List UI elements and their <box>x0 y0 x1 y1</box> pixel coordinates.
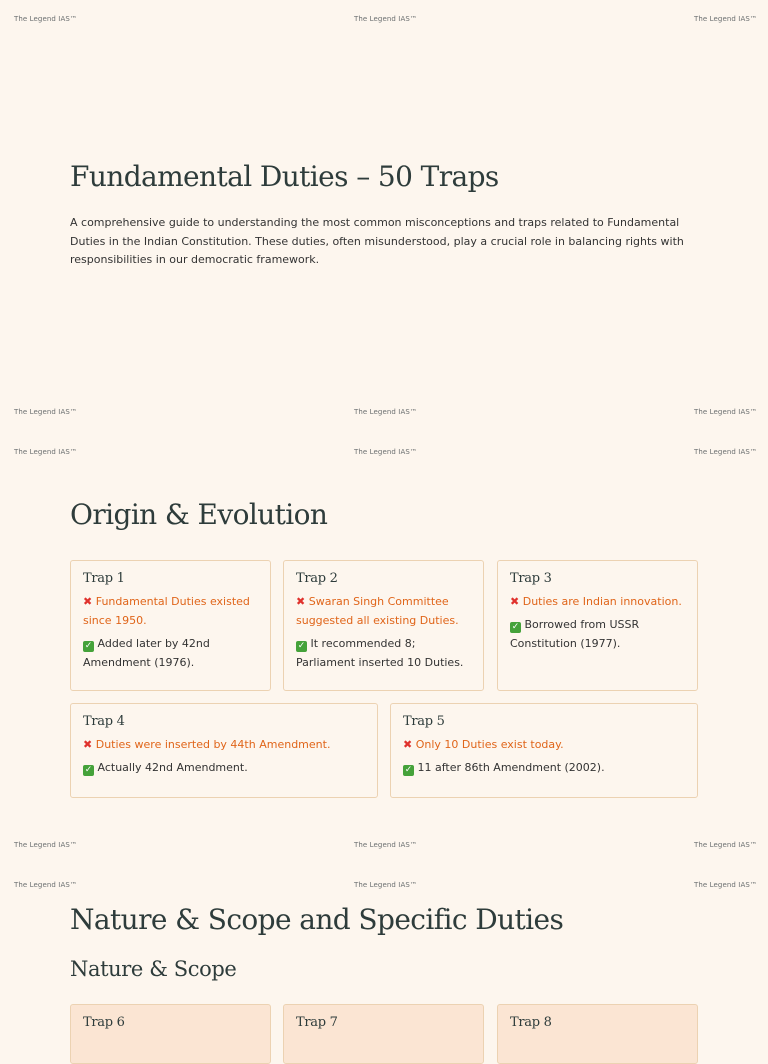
trap-wrong-statement: ✖ Only 10 Duties exist today. <box>403 738 564 751</box>
watermark: The Legend IAS™ <box>14 15 77 23</box>
cross-mark-icon: ✖ <box>83 595 93 608</box>
cross-mark-icon: ✖ <box>403 738 413 751</box>
trap-title: Trap 1 <box>83 571 125 586</box>
trap-title: Trap 4 <box>83 714 125 729</box>
trap-right-statement: ✓ Added later by 42nd Amendment (1976). <box>83 637 210 669</box>
trap-card-7 <box>283 1004 484 1064</box>
trap-card-2 <box>283 560 484 691</box>
trap-title: Trap 3 <box>510 571 552 586</box>
trap-wrong-statement: ✖ Duties were inserted by 44th Amendment. <box>83 738 331 751</box>
watermark: The Legend IAS™ <box>354 881 417 889</box>
intro-paragraph: A comprehensive guide to understanding the most common misconceptions and traps related to Fundamental Duties in the Indian Constitution. These duties, often misunderstood, play a crucial role in balancing rights with responsibilities in our democratic framework. <box>70 216 684 266</box>
trap-right-statement: ✓ Actually 42nd Amendment. <box>84 761 248 775</box>
check-mark-icon: ✓ <box>84 765 93 775</box>
trap-card-4 <box>70 703 378 798</box>
trap-right-statement: ✓ 11 after 86th Amendment (2002). <box>404 761 605 775</box>
trap-card-8 <box>497 1004 698 1064</box>
watermark: The Legend IAS™ <box>14 408 77 416</box>
trap-wrong-statement: ✖ Duties are Indian innovation. <box>510 595 682 608</box>
watermark: The Legend IAS™ <box>14 881 77 889</box>
section-title-origin: Origin & Evolution <box>70 498 328 531</box>
trap-wrong-statement: ✖ Fundamental Duties existed since 1950. <box>83 595 250 627</box>
watermark: The Legend IAS™ <box>694 448 757 456</box>
section-title-nature: Nature & Scope and Specific Duties <box>70 903 564 936</box>
cross-mark-icon: ✖ <box>510 595 520 608</box>
watermark: The Legend IAS™ <box>14 448 77 456</box>
watermark: The Legend IAS™ <box>14 841 77 849</box>
watermark: The Legend IAS™ <box>694 15 757 23</box>
check-mark-icon: ✓ <box>511 622 520 632</box>
watermark: The Legend IAS™ <box>354 448 417 456</box>
trap-right-statement: ✓ Borrowed from USSR Constitution (1977). <box>510 618 640 650</box>
trap-title: Trap 5 <box>403 714 445 729</box>
trap-title: Trap 2 <box>296 571 338 586</box>
trap-title: Trap 7 <box>296 1015 338 1030</box>
check-mark-icon: ✓ <box>84 641 93 651</box>
watermark: The Legend IAS™ <box>694 881 757 889</box>
subsection-title-nature-scope: Nature & Scope <box>70 957 237 981</box>
watermark: The Legend IAS™ <box>354 408 417 416</box>
trap-wrong-statement: ✖ Swaran Singh Committee suggested all existing Duties. <box>296 595 459 627</box>
watermark: The Legend IAS™ <box>354 15 417 23</box>
check-mark-icon: ✓ <box>404 765 413 775</box>
trap-card-5 <box>390 703 698 798</box>
page-title: Fundamental Duties – 50 Traps <box>70 160 499 193</box>
cross-mark-icon: ✖ <box>296 595 306 608</box>
watermark: The Legend IAS™ <box>354 841 417 849</box>
check-mark-icon: ✓ <box>297 641 306 651</box>
cross-mark-icon: ✖ <box>83 738 93 751</box>
trap-title: Trap 8 <box>510 1015 552 1030</box>
trap-card-1 <box>70 560 271 691</box>
trap-title: Trap 6 <box>83 1015 125 1030</box>
trap-right-statement: ✓ It recommended 8; Parliament inserted 10 Duties. <box>296 637 464 669</box>
watermark: The Legend IAS™ <box>694 841 757 849</box>
watermark: The Legend IAS™ <box>694 408 757 416</box>
trap-card-6 <box>70 1004 271 1064</box>
trap-card-3 <box>497 560 698 691</box>
